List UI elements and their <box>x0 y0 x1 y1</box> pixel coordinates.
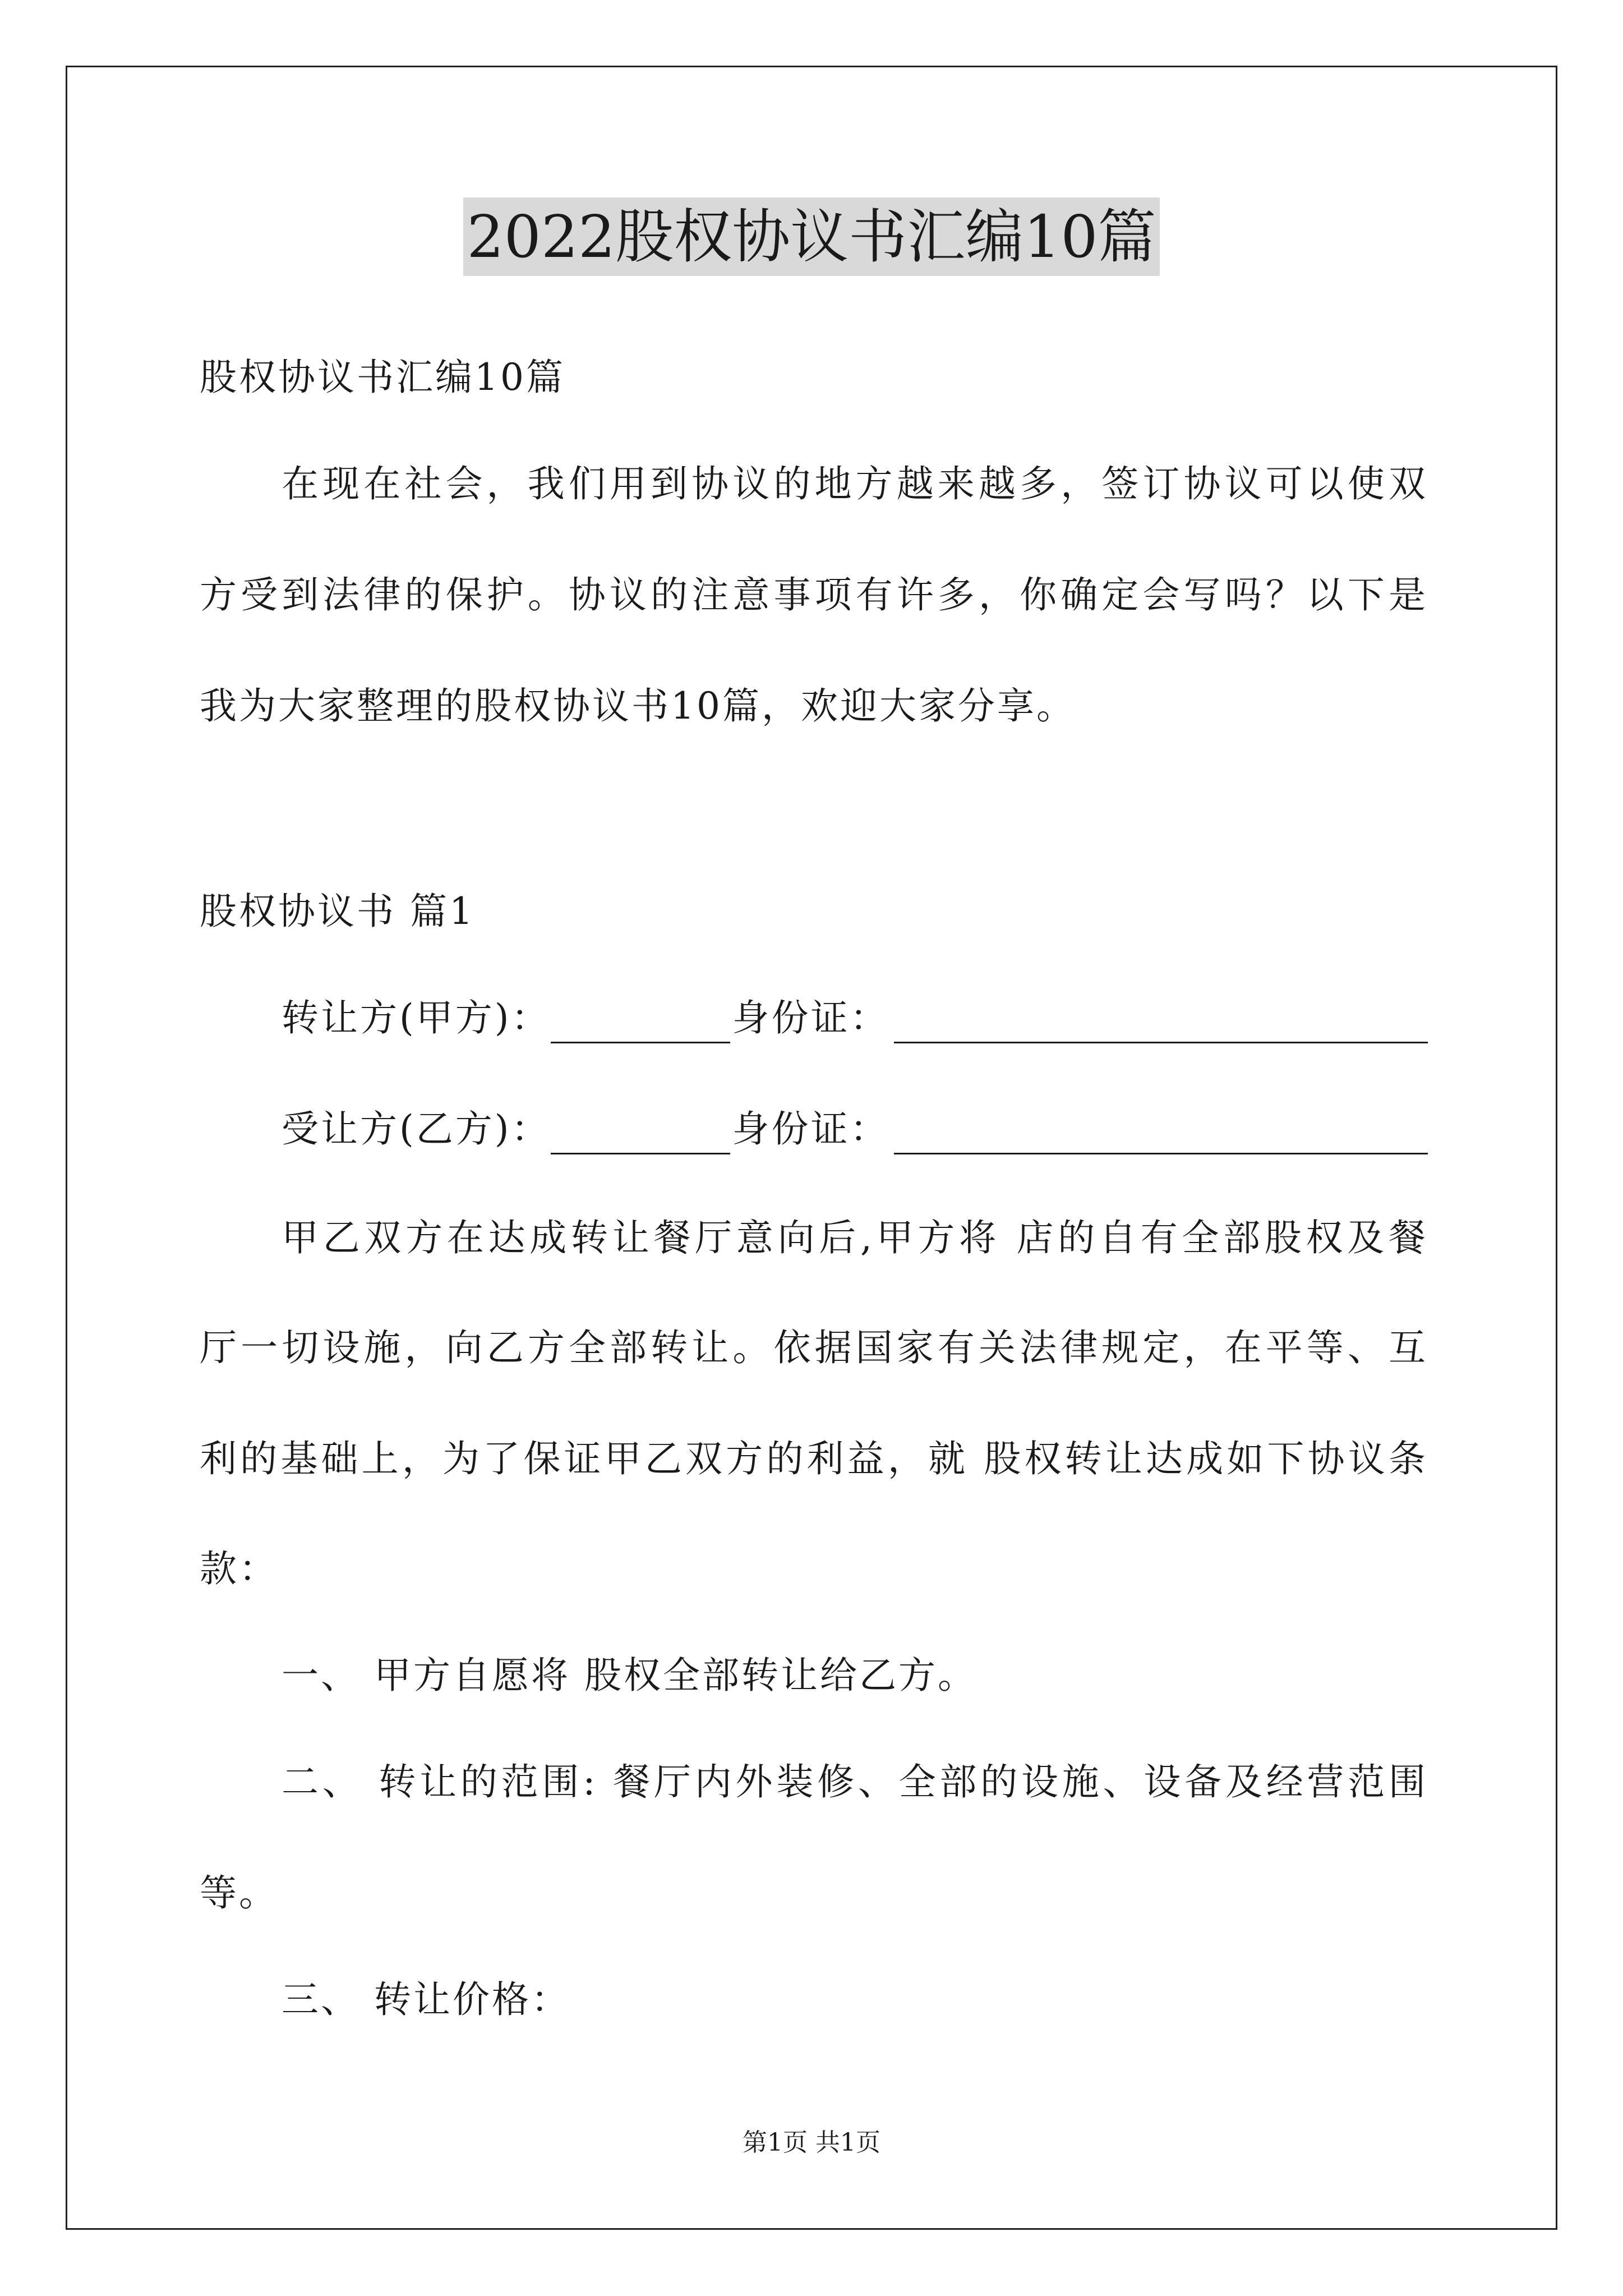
party-a-label: 转让方(甲方)： <box>282 996 551 1039</box>
para1-line-1: 甲乙双方在达成转让餐厅意向后,甲方将 店的自有全部股权及餐 <box>282 1216 1428 1259</box>
page-footer: 第1页 共1页 <box>743 2128 880 2157</box>
clause-3: 三、 转让价格： <box>282 1978 570 2021</box>
para1-line-3: 利的基础上，为了保证甲乙双方的利益，就 股权转让达成如下协议条 <box>200 1437 1428 1480</box>
document-title: 2022股权协议书汇编10篇 <box>463 197 1159 276</box>
party-b-id-field <box>894 1118 1428 1154</box>
clause-2-line-1: 二、 转让的范围: 餐厅内外装修、全部的设施、设备及经营范围 <box>282 1760 1428 1803</box>
intro-line-3: 我为大家整理的股权协议书10篇，欢迎大家分享。 <box>200 684 1076 728</box>
party-b-row <box>282 1104 1428 1154</box>
section-heading: 股权协议书 篇1 <box>200 890 475 933</box>
party-b-label: 受让方(乙方)： <box>282 1107 551 1151</box>
party-a-row <box>282 993 1428 1043</box>
document-subtitle: 股权协议书汇编10篇 <box>200 356 565 399</box>
party-b-name-field <box>551 1118 730 1154</box>
party-a-name-field <box>551 1007 730 1043</box>
party-a-id-label: 身份证： <box>732 996 889 1039</box>
clause-2-line-2: 等。 <box>200 1871 278 1915</box>
para1-line-2: 厅一切设施，向乙方全部转让。依据国家有关法律规定，在平等、互 <box>200 1326 1428 1369</box>
intro-line-2: 方受到法律的保护。协议的注意事项有许多，你确定会写吗？以下是 <box>200 573 1428 616</box>
party-b-id-label: 身份证： <box>732 1107 889 1151</box>
title-container <box>0 197 1623 276</box>
intro-line-1: 在现在社会，我们用到协议的地方越来越多，签订协议可以使双 <box>282 462 1428 505</box>
clause-1: 一、 甲方自愿将 股权全部转让给乙方。 <box>282 1654 977 1697</box>
para1-line-4: 款： <box>200 1547 278 1590</box>
party-a-id-field <box>894 1007 1428 1043</box>
